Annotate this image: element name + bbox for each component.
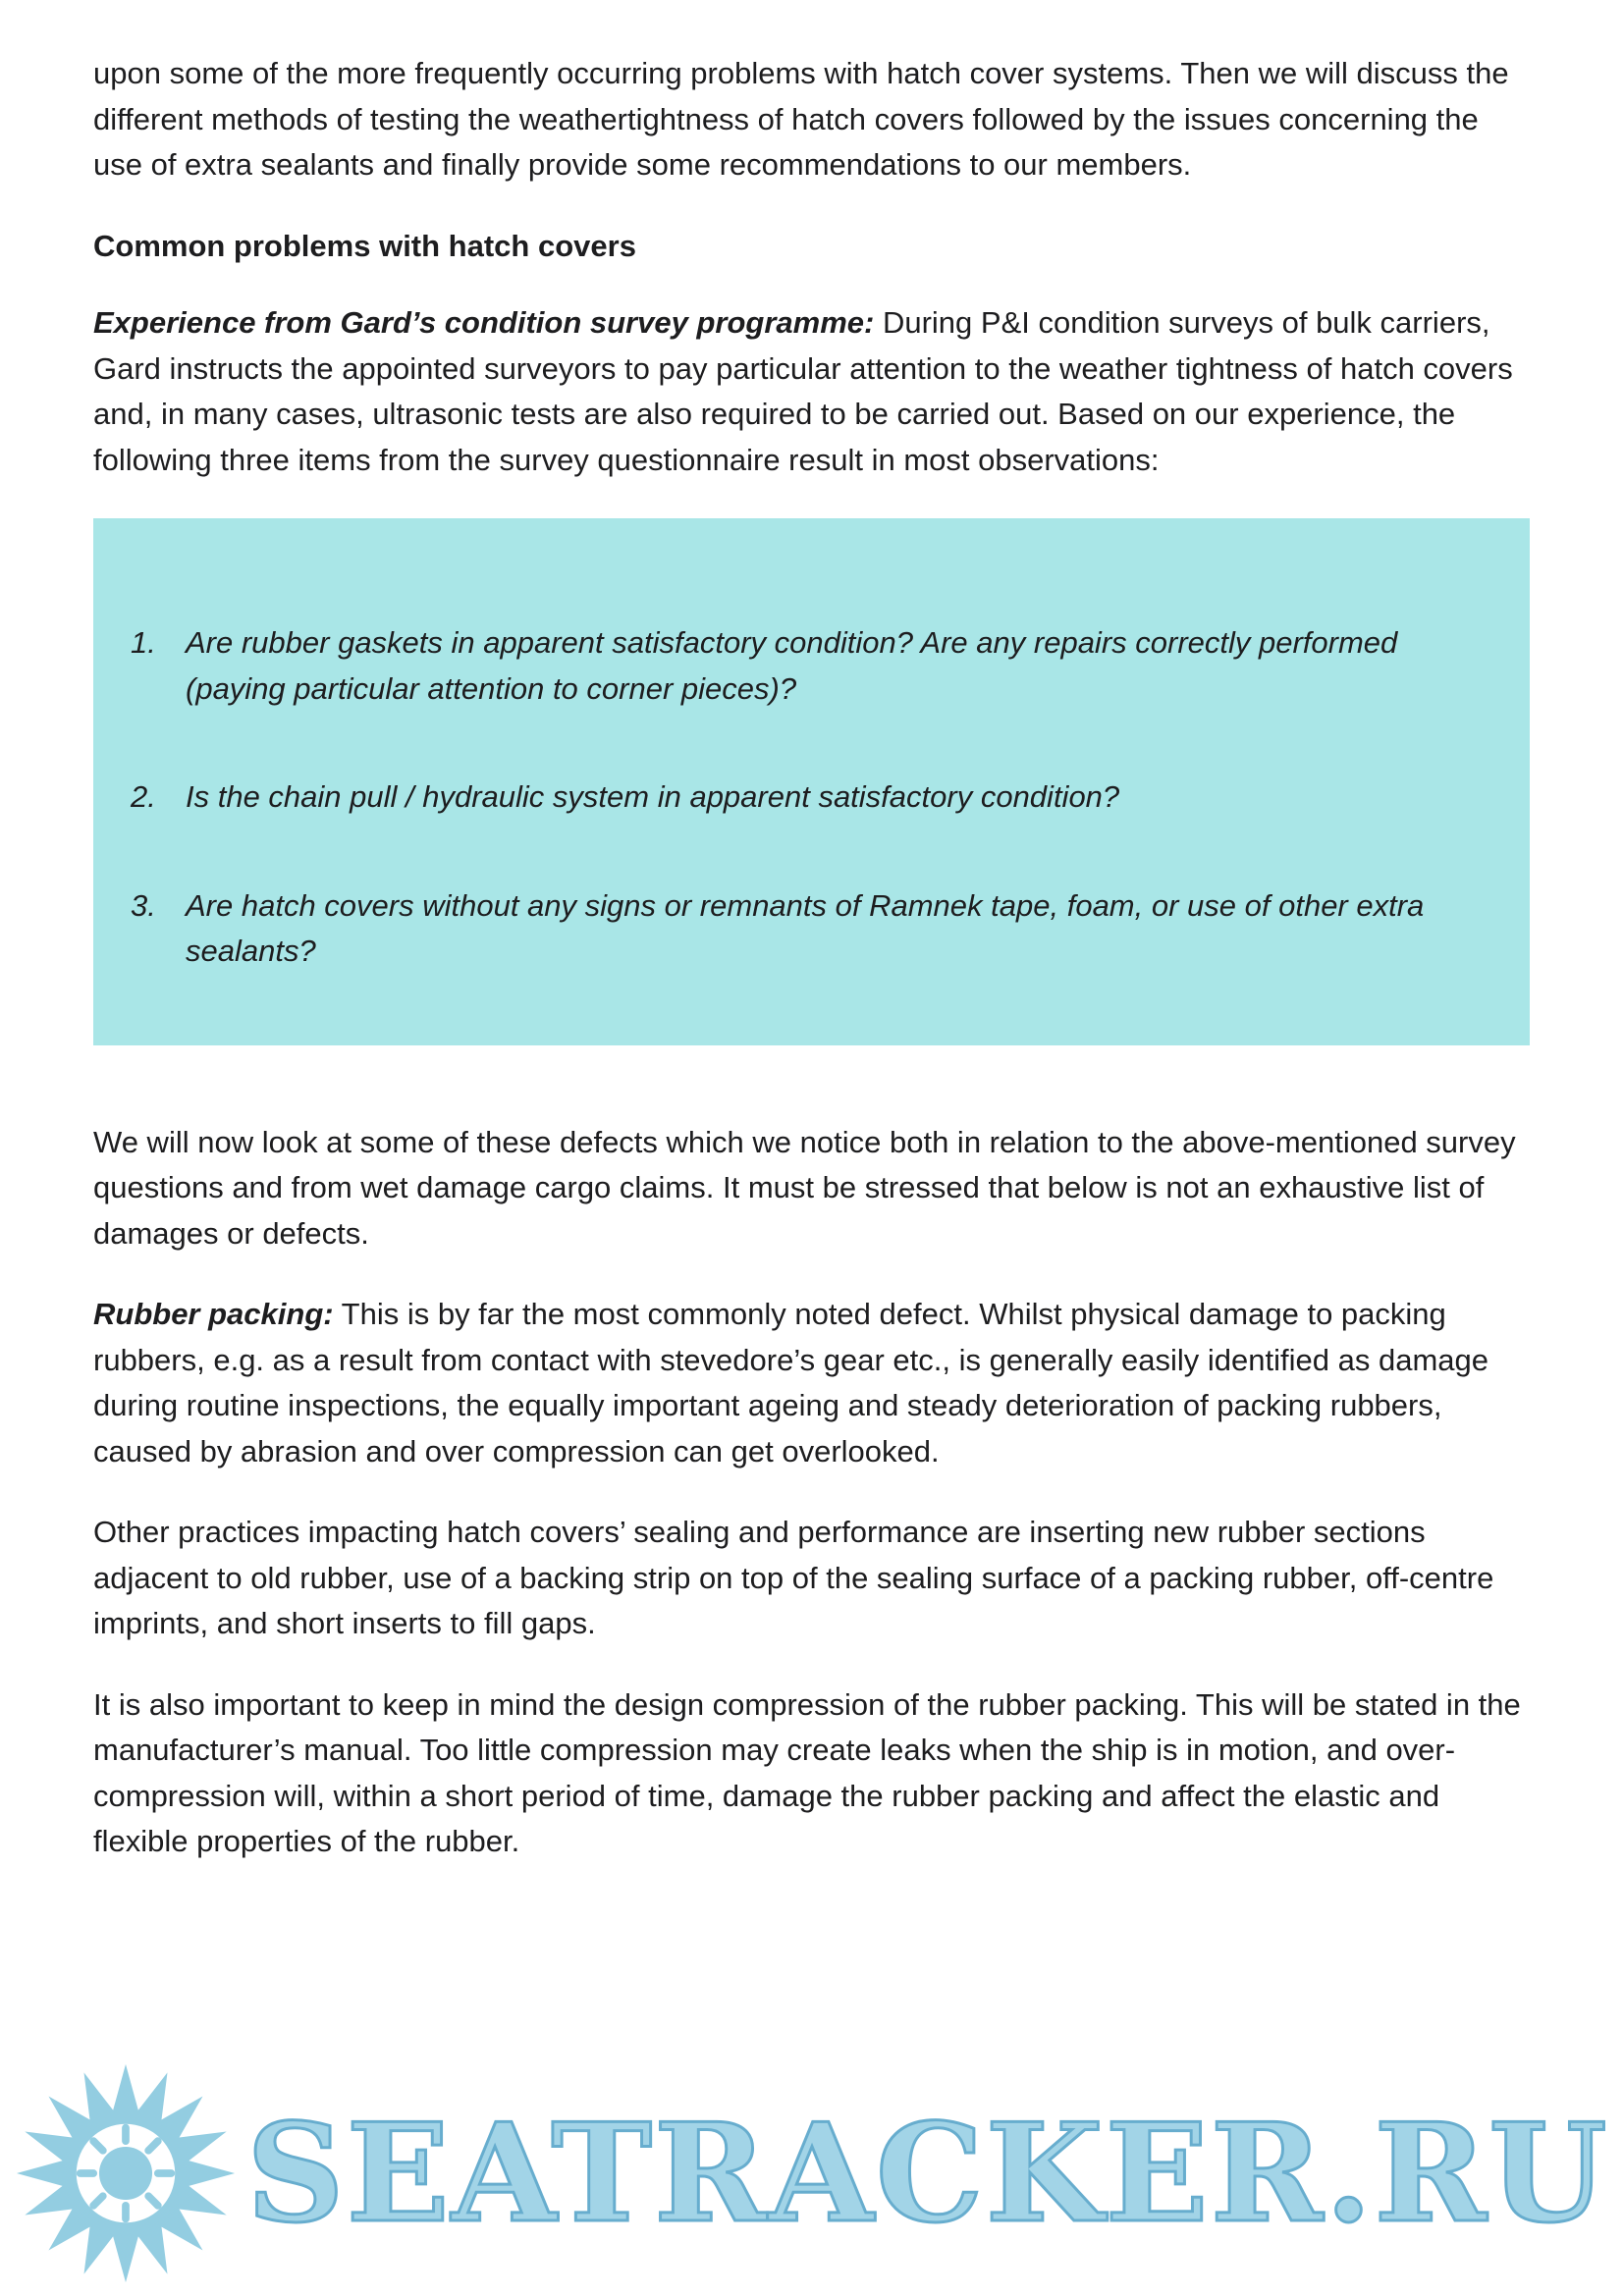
list-item-number: 2. xyxy=(131,779,156,814)
experience-body: During P&I condition surveys of bulk carriers, Gard instructs the appointed surveyors to pay particular attention to the weather tightness of hatch covers and, in many cases, ultrasonic tests are also required to be carried out. Based on our experience, the following three items from the survey questionnaire result in most observations: xyxy=(93,305,1513,477)
rubber-packing-lead: Rubber packing: xyxy=(93,1297,334,1331)
practices-paragraph: Other practices impacting hatch covers’ sealing and performance are inserting new rubber sections adjacent to old rubber, use of a backing strip on top of the sealing surface of a packing rubber, off-centre imprints, and short inserts to fill gaps. xyxy=(93,1515,1494,1640)
highlight-box xyxy=(93,518,1530,1045)
watermark xyxy=(15,2062,1609,2284)
list-item-text: Are hatch covers without any signs or remnants of Ramnek tape, foam, or use of other extra sealants? xyxy=(186,887,1425,968)
watermark-text: SEATRACKER.RU xyxy=(246,2093,1609,2253)
list-item-number: 3. xyxy=(131,887,156,923)
sun-logo-icon xyxy=(15,2062,237,2284)
list-item xyxy=(131,883,1481,975)
list-item-text: Are rubber gaskets in apparent satisfactory condition? Are any repairs correctly performed (paying particular attention to corner pieces)? xyxy=(186,625,1398,706)
intro-paragraph: upon some of the more frequently occurring problems with hatch cover systems. Then we will discuss the different methods of testing the weathertightness of hatch covers followed by the issues concerning the use of extra sealants and finally provide some recommendations to our members. xyxy=(93,56,1509,182)
rubber-packing-paragraph xyxy=(93,1292,1530,1474)
compression-paragraph: It is also important to keep in mind the design compression of the rubber packing. This will be stated in the manufacturer’s manual. Too little compression may create leaks when the ship is in motion, and over-compression will, within a short period of time, damage the rubber packing and affect the elastic and flexible properties of the rubber. xyxy=(93,1686,1521,1858)
list-item xyxy=(131,774,1481,821)
experience-paragraph xyxy=(93,300,1530,483)
defects-paragraph: We will now look at some of these defects which we notice both in relation to the above-mentioned survey questions and from wet damage cargo claims. It must be stressed that below is not an exhaustive list of damages or defects. xyxy=(93,1124,1516,1251)
section-heading: Common problems with hatch covers xyxy=(93,228,636,263)
list-item-number: 1. xyxy=(131,625,156,660)
list-item xyxy=(131,620,1481,712)
list-item-text: Is the chain pull / hydraulic system in apparent satisfactory condition? xyxy=(186,779,1120,814)
experience-lead: Experience from Gard’s condition survey programme: xyxy=(93,305,875,340)
rubber-packing-body: This is by far the most commonly noted defect. Whilst physical damage to packing rubbers, e.g. as a result from contact with stevedore’s gear etc., is generally easily identified as damage during routine inspections, the equally important ageing and steady deterioration of packing rubbers, caused by abrasion and over compression can get overlooked. xyxy=(93,1297,1488,1468)
